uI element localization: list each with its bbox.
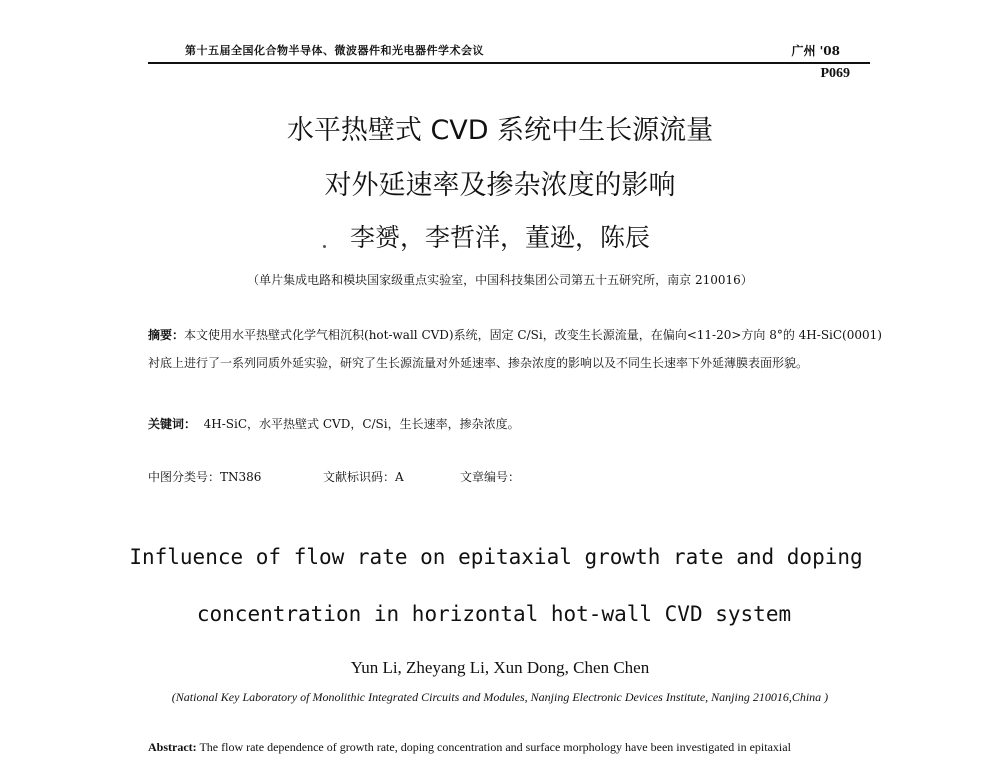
chinese-abstract-line-2: 衬底上进行了一系列同质外延实验，研究了生长源流量对外延速率、掺杂浓度的影响以及不同生长速率下外延薄膜表面形貌。 bbox=[148, 356, 809, 370]
chinese-abstract-line-1 bbox=[148, 326, 882, 343]
chinese-authors: 李赟，李哲洋，董逊，陈辰 bbox=[349, 223, 650, 252]
chinese-affiliation: （单片集成电路和模块国家级重点实验室，中国科技集团公司第五十五研究所，南京 210016） bbox=[247, 273, 753, 287]
english-abstract-label: Abstract: bbox=[148, 740, 197, 754]
english-authors: Yun Li, Zheyang Li, Xun Dong, Chen Chen bbox=[350, 658, 650, 677]
article-number bbox=[460, 468, 520, 485]
clc-number bbox=[148, 468, 261, 485]
clc-value: TN386 bbox=[220, 470, 262, 484]
keywords-label: 关键词： bbox=[148, 417, 197, 431]
document-code-value: A bbox=[395, 470, 404, 484]
chinese-keywords bbox=[148, 415, 520, 432]
header-divider bbox=[148, 62, 870, 64]
english-title-line-2: concentration in horizontal hot-wall CVD system bbox=[196, 602, 792, 626]
article-number-label: 文章编号： bbox=[460, 470, 521, 484]
conference-location: 广州 '08 bbox=[791, 44, 840, 58]
english-affiliation: (National Key Laboratory of Monolithic Integrated Circuits and Modules, Nanjing Electronic Devices Institute, Nanjing 210016,China ) bbox=[171, 690, 829, 704]
document-code-label: 文献标识码： bbox=[323, 470, 396, 484]
chinese-title-line-2: 对外延速率及掺杂浓度的影响 bbox=[324, 170, 676, 201]
chinese-abstract-label: 摘要： bbox=[148, 328, 185, 342]
chinese-abstract-text-1: 本文使用水平热壁式化学气相沉积(hot-wall CVD)系统，固定 C/Si，改变生长源流量，在偏向<11-20>方向 8°的 4H-SiC(0001) bbox=[184, 328, 882, 342]
clc-label: 中图分类号： bbox=[148, 470, 221, 484]
page-code: P069 bbox=[820, 66, 850, 81]
english-title-line-1: Influence of flow rate on epitaxial growth rate and doping bbox=[129, 545, 863, 569]
document-code bbox=[323, 468, 404, 485]
english-abstract-text: The flow rate dependence of growth rate, doping concentration and surface morphology have been investigated in epitaxial bbox=[199, 740, 791, 754]
conference-header: 第十五届全国化合物半导体、微波器件和光电器件学术会议 bbox=[185, 44, 484, 57]
chinese-title-line-1: 水平热壁式 CVD 系统中生长源流量 bbox=[286, 115, 714, 146]
english-abstract bbox=[148, 740, 791, 755]
keywords-text: 4H-SiC，水平热壁式 CVD，C/Si，生长速率，掺杂浓度。 bbox=[203, 417, 520, 431]
